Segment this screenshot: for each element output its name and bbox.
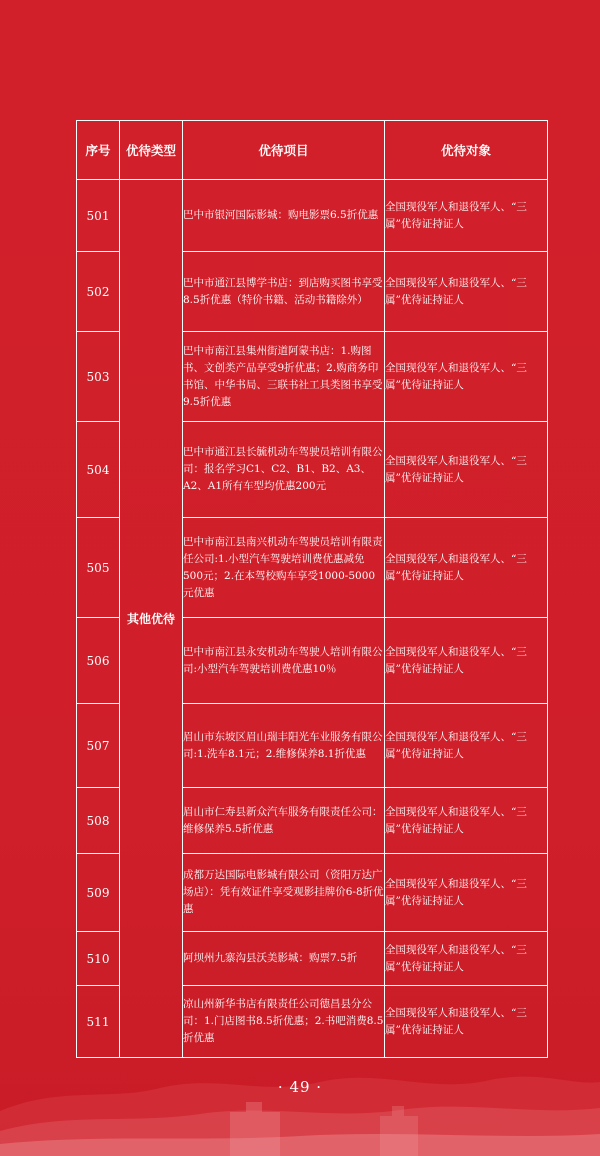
row-item: 阿坝州九寨沟县沃美影城：购票7.5折	[183, 932, 385, 986]
row-number: 509	[77, 854, 120, 932]
row-number: 505	[77, 518, 120, 618]
row-item: 巴中市通江县长毓机动车驾驶员培训有限公司：报名学习C1、C2、B1、B2、A3、A2、A1所有车型均优惠200元	[183, 422, 385, 518]
row-number: 511	[77, 986, 120, 1058]
row-number: 507	[77, 704, 120, 788]
row-item: 巴中市南江县永安机动车驾驶人培训有限公司:小型汽车驾驶培训费优惠10％	[183, 618, 385, 704]
row-target: 全国现役军人和退役军人、“三属”优待证持证人	[385, 986, 548, 1058]
header-target: 优待对象	[385, 121, 548, 180]
benefits-table	[76, 120, 548, 1058]
row-number: 503	[77, 332, 120, 422]
header-item: 优待项目	[183, 121, 385, 180]
row-target: 全国现役军人和退役军人、“三属”优待证持证人	[385, 788, 548, 854]
row-number: 508	[77, 788, 120, 854]
row-target: 全国现役军人和退役军人、“三属”优待证持证人	[385, 518, 548, 618]
row-number: 504	[77, 422, 120, 518]
page-number: · 49 ·	[277, 1078, 323, 1096]
table-header-row	[77, 121, 548, 180]
row-item: 眉山市东坡区眉山瑞丰阳光车业服务有限公司:1.洗车8.1元；2.维修保养8.1折优惠	[183, 704, 385, 788]
table-row	[77, 180, 548, 252]
header-type: 优待类型	[120, 121, 183, 180]
row-target: 全国现役军人和退役军人、“三属”优待证持证人	[385, 332, 548, 422]
row-target: 全国现役军人和退役军人、“三属”优待证持证人	[385, 932, 548, 986]
row-number: 502	[77, 252, 120, 332]
row-target: 全国现役军人和退役军人、“三属”优待证持证人	[385, 180, 548, 252]
row-item: 眉山市仁寿县新众汽车服务有限责任公司：维修保养5.5折优惠	[183, 788, 385, 854]
category-cell: 其他优待	[120, 180, 183, 1058]
row-number: 510	[77, 932, 120, 986]
row-number: 506	[77, 618, 120, 704]
row-item: 成都万达国际电影城有限公司（资阳万达广场店）：凭有效证件享受观影挂牌价6-8折优惠	[183, 854, 385, 932]
row-target: 全国现役军人和退役军人、“三属”优待证持证人	[385, 618, 548, 704]
row-target: 全国现役军人和退役军人、“三属”优待证持证人	[385, 854, 548, 932]
row-item: 巴中市银河国际影城：购电影票6.5折优惠	[183, 180, 385, 252]
row-target: 全国现役军人和退役军人、“三属”优待证持证人	[385, 252, 548, 332]
row-target: 全国现役军人和退役军人、“三属”优待证持证人	[385, 704, 548, 788]
row-item: 巴中市南江县南兴机动车驾驶员培训有限责任公司:1.小型汽车驾驶培训费优惠减免500元；2.在本驾校购车享受1000-5000元优惠	[183, 518, 385, 618]
header-number: 序号	[77, 121, 120, 180]
row-item: 巴中市通江县博学书店：到店购买图书享受8.5折优惠（特价书籍、活动书籍除外）	[183, 252, 385, 332]
row-number: 501	[77, 180, 120, 252]
row-item: 巴中市南江县集州街道阿蒙书店：1.购图书、文创类产品享受9折优惠；2.购商务印书馆、中华书局、三联书社工具类图书享受9.5折优惠	[183, 332, 385, 422]
row-target: 全国现役军人和退役军人、“三属”优待证持证人	[385, 422, 548, 518]
row-item: 凉山州新华书店有限责任公司德昌县分公司：1.门店图书8.5折优惠；2.书吧消费8.5折优惠	[183, 986, 385, 1058]
